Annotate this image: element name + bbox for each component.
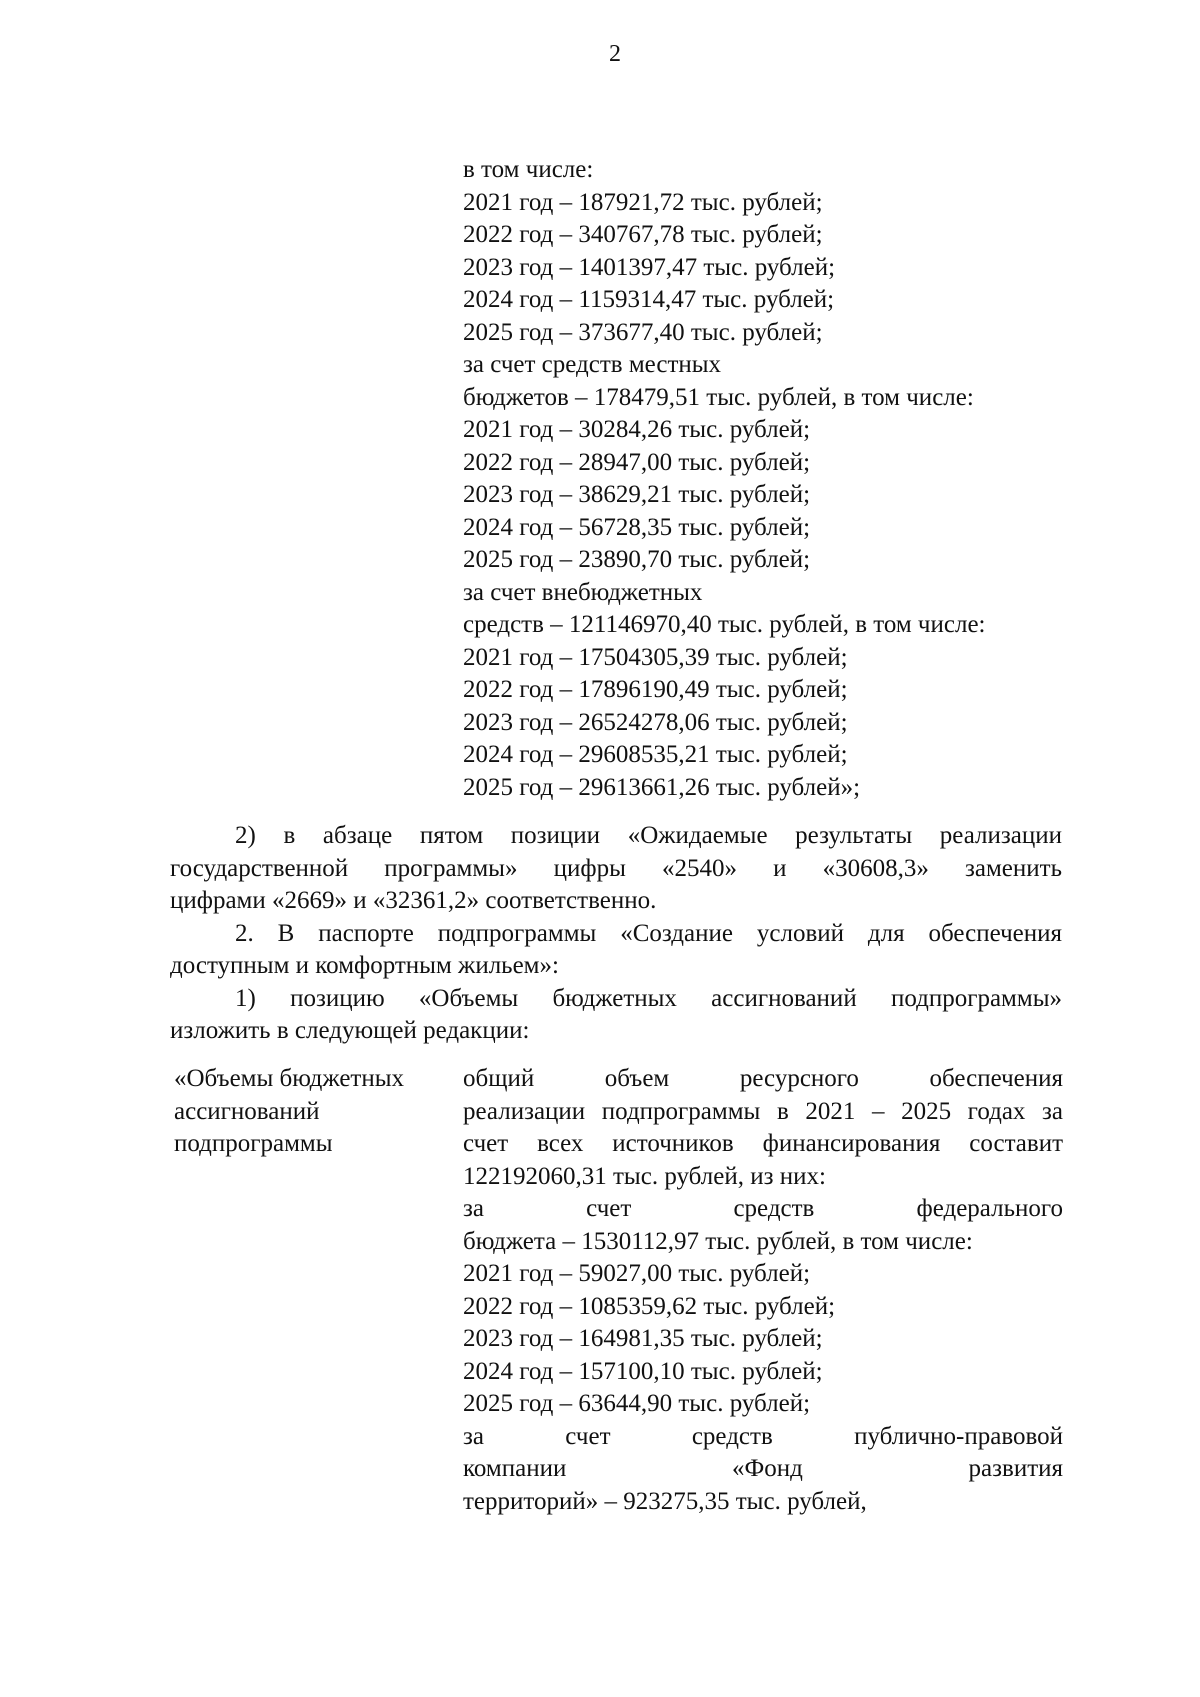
- funding-continuation-block: [463, 154, 1063, 804]
- text-line: 2025 год – 373677,40 тыс. рублей;: [463, 318, 823, 346]
- year-line: 2022 год – 1085359,62 тыс. рублей;: [463, 1292, 836, 1320]
- content-line: реализации подпрограммы в 2021 – 2025 годах за: [463, 1097, 1063, 1125]
- content-line: территорий» – 923275,35 тыс. рублей,: [463, 1487, 867, 1515]
- text-line: 2023 год – 26524278,06 тыс. рублей;: [463, 708, 848, 736]
- content-line: 122192060,31 тыс. рублей, из них:: [463, 1162, 826, 1190]
- text-line: 2025 год – 29613661,26 тыс. рублей»;: [463, 773, 861, 801]
- year-line: 2025 год – 63644,90 тыс. рублей;: [463, 1390, 811, 1417]
- position-label-line: подпрограммы: [174, 1130, 333, 1157]
- table-position-label: [174, 1063, 444, 1161]
- text-line: 2021 год – 17504305,39 тыс. рублей;: [463, 643, 848, 671]
- text-line: бюджетов – 178479,51 тыс. рублей, в том числе:: [463, 383, 974, 411]
- position-label-line: «Объемы бюджетных: [174, 1065, 405, 1092]
- text-line: 2021 год – 187921,72 тыс. рублей;: [463, 188, 823, 216]
- amendment-item-2-line: цифрами «2669» и «32361,2» соответственно.: [170, 887, 657, 914]
- year-line: 2023 год – 164981,35 тыс. рублей;: [463, 1325, 823, 1352]
- subitem-1-line: 1) позицию «Объемы бюджетных ассигнований подпрограммы»: [235, 984, 1062, 1012]
- text-line: 2024 год – 56728,35 тыс. рублей;: [463, 513, 811, 541]
- year-line: 2021 год – 59027,00 тыс. рублей;: [463, 1260, 811, 1287]
- text-line: за счет средств местных: [463, 351, 722, 378]
- content-line: за счет средств публично-правовой: [463, 1422, 1063, 1450]
- text-line: 2022 год – 17896190,49 тыс. рублей;: [463, 676, 848, 703]
- position-label-line: ассигнований: [174, 1097, 320, 1125]
- year-line: 2024 год – 157100,10 тыс. рублей;: [463, 1357, 823, 1385]
- text-line: 2022 год – 28947,00 тыс. рублей;: [463, 448, 811, 476]
- content-line: счет всех источников финансирования составит: [463, 1130, 1063, 1157]
- subitem-1-line: изложить в следующей редакции:: [170, 1017, 530, 1044]
- text-line: 2024 год – 1159314,47 тыс. рублей;: [463, 286, 835, 313]
- text-line: за счет внебюджетных: [463, 578, 703, 606]
- page-number: 2: [609, 41, 621, 67]
- text-line: 2023 год – 1401397,47 тыс. рублей;: [463, 253, 836, 281]
- text-line: в том числе:: [463, 156, 594, 183]
- text-line: 2025 год – 23890,70 тыс. рублей;: [463, 546, 811, 573]
- amendment-item-2-line: государственной программы» цифры «2540» и «30608,3» заменить: [170, 854, 1062, 882]
- content-line: за счет средств федерального: [463, 1195, 1063, 1222]
- content-line: компании «Фонд развития: [463, 1455, 1063, 1482]
- text-line: 2023 год – 38629,21 тыс. рублей;: [463, 481, 811, 508]
- section-2-line: доступным и комфортным жильем»:: [170, 952, 559, 979]
- table-position-content: [463, 1063, 1063, 1518]
- text-line: 2021 год – 30284,26 тыс. рублей;: [463, 416, 811, 443]
- text-line: 2022 год – 340767,78 тыс. рублей;: [463, 221, 823, 248]
- text-line: средств – 121146970,40 тыс. рублей, в том числе:: [463, 611, 986, 638]
- section-2-line: 2. В паспорте подпрограммы «Создание условий для обеспечения: [235, 919, 1062, 947]
- amendment-item-2-line: 2) в абзаце пятом позиции «Ожидаемые результаты реализации: [235, 822, 1062, 849]
- content-line: бюджета – 1530112,97 тыс. рублей, в том числе:: [463, 1227, 973, 1255]
- content-line: общий объем ресурсного обеспечения: [463, 1065, 1063, 1092]
- amendments-block: [170, 820, 1062, 1048]
- text-line: 2024 год – 29608535,21 тыс. рублей;: [463, 741, 848, 768]
